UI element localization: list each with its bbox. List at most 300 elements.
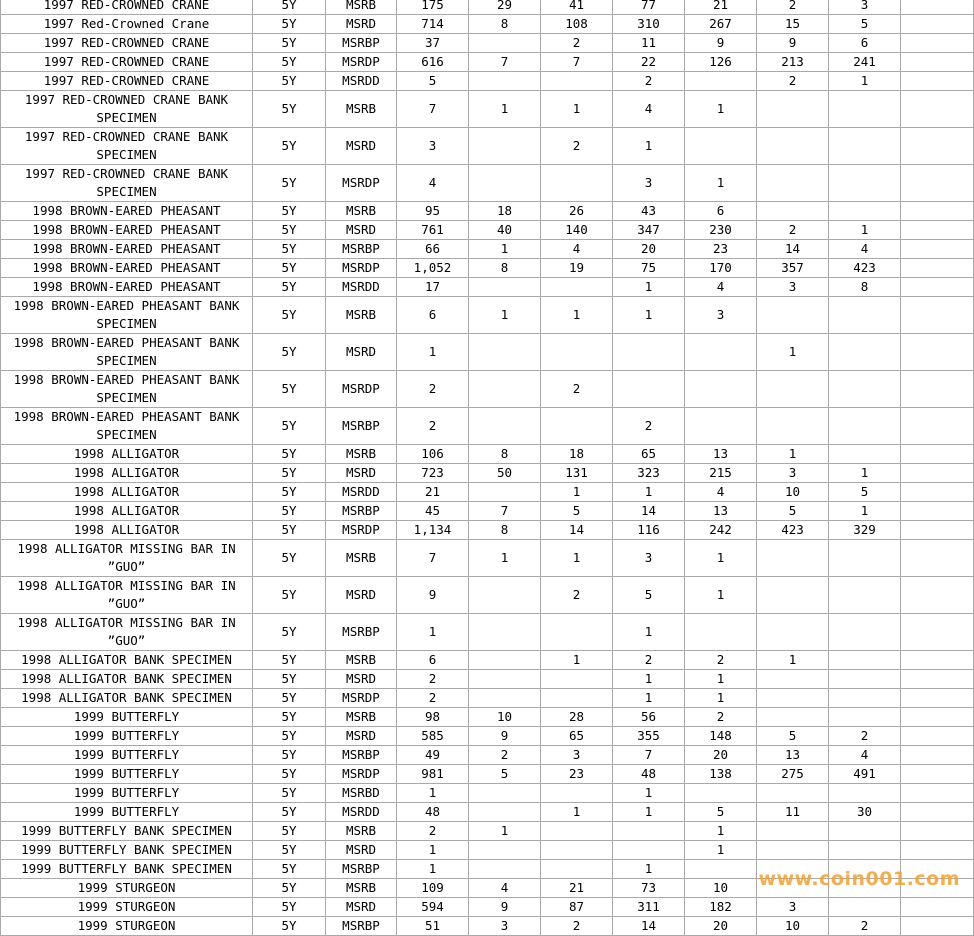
total-cell: 616 <box>397 53 469 72</box>
grade-col-2-cell <box>541 860 613 879</box>
grade-col-6-cell: 8 <box>829 278 901 297</box>
coin-name-cell: 1998 ALLIGATOR MISSING BAR IN ”GUO” <box>1 577 253 614</box>
grade-col-7-cell <box>901 297 974 334</box>
grade-type-cell: MSRD <box>326 464 397 483</box>
coin-name-cell: 1998 ALLIGATOR BANK SPECIMEN <box>1 651 253 670</box>
grade-col-6-cell: 5 <box>829 483 901 502</box>
grade-col-2-cell: 7 <box>541 53 613 72</box>
grade-col-4-cell: 215 <box>685 464 757 483</box>
grade-type-cell: MSRDD <box>326 72 397 91</box>
grade-col-4-cell: 230 <box>685 221 757 240</box>
grade-col-5-cell <box>757 708 829 727</box>
grade-col-6-cell: 30 <box>829 803 901 822</box>
grade-col-3-cell <box>613 822 685 841</box>
denomination-cell: 5Y <box>253 822 326 841</box>
grade-col-7-cell <box>901 128 974 165</box>
grade-col-7-cell <box>901 408 974 445</box>
grade-col-7-cell <box>901 689 974 708</box>
total-cell: 5 <box>397 72 469 91</box>
grade-col-2-cell: 41 <box>541 0 613 15</box>
grade-col-2-cell <box>541 822 613 841</box>
grade-col-1-cell: 1 <box>469 91 541 128</box>
denomination-cell: 5Y <box>253 240 326 259</box>
grade-col-5-cell: 357 <box>757 259 829 278</box>
grade-col-3-cell: 56 <box>613 708 685 727</box>
grade-col-2-cell <box>541 670 613 689</box>
grade-col-5-cell: 2 <box>757 221 829 240</box>
grade-col-6-cell: 4 <box>829 746 901 765</box>
coin-name-cell: 1997 RED-CROWNED CRANE <box>1 53 253 72</box>
grade-type-cell: MSRBP <box>326 240 397 259</box>
table-row <box>1 765 974 784</box>
grade-col-3-cell: 77 <box>613 0 685 15</box>
grade-col-1-cell <box>469 278 541 297</box>
grade-col-2-cell: 14 <box>541 521 613 540</box>
grade-col-1-cell: 3 <box>469 917 541 936</box>
grade-col-6-cell <box>829 445 901 464</box>
grade-col-6-cell <box>829 822 901 841</box>
grade-col-6-cell <box>829 165 901 202</box>
grade-type-cell: MSRD <box>326 334 397 371</box>
denomination-cell: 5Y <box>253 297 326 334</box>
grade-col-3-cell: 116 <box>613 521 685 540</box>
table-row <box>1 746 974 765</box>
grade-col-4-cell: 4 <box>685 278 757 297</box>
grade-col-3-cell: 2 <box>613 408 685 445</box>
grade-col-2-cell: 2 <box>541 577 613 614</box>
grade-col-1-cell <box>469 651 541 670</box>
denomination-cell: 5Y <box>253 614 326 651</box>
table-row <box>1 128 974 165</box>
denomination-cell: 5Y <box>253 841 326 860</box>
grade-col-4-cell: 3 <box>685 297 757 334</box>
grade-col-1-cell <box>469 784 541 803</box>
total-cell: 585 <box>397 727 469 746</box>
grade-col-4-cell: 1 <box>685 841 757 860</box>
grade-col-7-cell <box>901 334 974 371</box>
grade-col-1-cell <box>469 841 541 860</box>
grade-type-cell: MSRD <box>326 577 397 614</box>
grade-col-5-cell: 1 <box>757 651 829 670</box>
grade-col-4-cell <box>685 614 757 651</box>
denomination-cell: 5Y <box>253 278 326 297</box>
grade-col-4-cell: 1 <box>685 540 757 577</box>
grade-col-2-cell: 5 <box>541 502 613 521</box>
denomination-cell: 5Y <box>253 540 326 577</box>
grade-col-2-cell: 28 <box>541 708 613 727</box>
denomination-cell: 5Y <box>253 72 326 91</box>
grade-col-2-cell <box>541 408 613 445</box>
grade-col-3-cell: 310 <box>613 15 685 34</box>
grade-col-4-cell: 9 <box>685 34 757 53</box>
grade-col-5-cell: 5 <box>757 727 829 746</box>
grade-col-1-cell: 5 <box>469 765 541 784</box>
grade-col-5-cell <box>757 165 829 202</box>
coin-name-cell: 1998 ALLIGATOR MISSING BAR IN ”GUO” <box>1 540 253 577</box>
grade-col-4-cell: 20 <box>685 917 757 936</box>
grade-type-cell: MSRD <box>326 727 397 746</box>
grade-col-3-cell: 22 <box>613 53 685 72</box>
grade-col-7-cell <box>901 240 974 259</box>
total-cell: 761 <box>397 221 469 240</box>
coin-name-cell: 1998 BROWN-EARED PHEASANT BANK SPECIMEN <box>1 371 253 408</box>
grade-col-1-cell: 50 <box>469 464 541 483</box>
grade-col-3-cell: 323 <box>613 464 685 483</box>
grade-col-4-cell <box>685 371 757 408</box>
grade-col-3-cell: 1 <box>613 128 685 165</box>
grade-col-6-cell <box>829 408 901 445</box>
total-cell: 7 <box>397 540 469 577</box>
grade-col-5-cell <box>757 689 829 708</box>
grade-col-4-cell <box>685 408 757 445</box>
coin-name-cell: 1998 ALLIGATOR BANK SPECIMEN <box>1 670 253 689</box>
grade-type-cell: MSRDD <box>326 278 397 297</box>
denomination-cell: 5Y <box>253 651 326 670</box>
grade-col-1-cell: 2 <box>469 746 541 765</box>
grade-col-3-cell: 3 <box>613 165 685 202</box>
table-row <box>1 540 974 577</box>
grade-col-5-cell: 423 <box>757 521 829 540</box>
grade-type-cell: MSRBP <box>326 502 397 521</box>
table-row <box>1 445 974 464</box>
coin-name-cell: 1998 ALLIGATOR BANK SPECIMEN <box>1 689 253 708</box>
grade-col-4-cell: 13 <box>685 502 757 521</box>
coin-name-cell: 1999 BUTTERFLY BANK SPECIMEN <box>1 822 253 841</box>
grade-col-2-cell: 1 <box>541 91 613 128</box>
grade-col-6-cell <box>829 577 901 614</box>
grade-col-2-cell: 131 <box>541 464 613 483</box>
total-cell: 6 <box>397 651 469 670</box>
denomination-cell: 5Y <box>253 202 326 221</box>
grade-col-5-cell <box>757 91 829 128</box>
coin-name-cell: 1998 ALLIGATOR MISSING BAR IN ”GUO” <box>1 614 253 651</box>
grade-col-7-cell <box>901 822 974 841</box>
coin-name-cell: 1998 ALLIGATOR <box>1 483 253 502</box>
grade-type-cell: MSRD <box>326 15 397 34</box>
grade-col-3-cell: 1 <box>613 614 685 651</box>
grade-col-2-cell: 1 <box>541 297 613 334</box>
grade-col-6-cell: 2 <box>829 917 901 936</box>
grade-col-4-cell: 20 <box>685 746 757 765</box>
grade-col-7-cell <box>901 803 974 822</box>
grade-col-7-cell <box>901 784 974 803</box>
coin-name-cell: 1999 STURGEON <box>1 879 253 898</box>
grade-col-7-cell <box>901 53 974 72</box>
grade-col-7-cell <box>901 708 974 727</box>
grade-col-4-cell: 1 <box>685 577 757 614</box>
table-row <box>1 278 974 297</box>
grade-col-2-cell: 2 <box>541 128 613 165</box>
grade-type-cell: MSRB <box>326 708 397 727</box>
grade-col-7-cell <box>901 445 974 464</box>
total-cell: 49 <box>397 746 469 765</box>
grade-col-6-cell: 2 <box>829 727 901 746</box>
denomination-cell: 5Y <box>253 128 326 165</box>
grade-col-4-cell: 21 <box>685 0 757 15</box>
total-cell: 714 <box>397 15 469 34</box>
grade-col-7-cell <box>901 502 974 521</box>
denomination-cell: 5Y <box>253 727 326 746</box>
total-cell: 2 <box>397 822 469 841</box>
table-row <box>1 0 974 15</box>
coin-name-cell: 1999 BUTTERFLY <box>1 727 253 746</box>
grade-col-1-cell <box>469 860 541 879</box>
table-row <box>1 72 974 91</box>
grade-type-cell: MSRBP <box>326 917 397 936</box>
grade-type-cell: MSRB <box>326 297 397 334</box>
grade-type-cell: MSRB <box>326 879 397 898</box>
table-row <box>1 240 974 259</box>
grade-type-cell: MSRDD <box>326 803 397 822</box>
grade-type-cell: MSRB <box>326 651 397 670</box>
grade-col-2-cell: 2 <box>541 371 613 408</box>
total-cell: 7 <box>397 91 469 128</box>
grade-col-2-cell <box>541 841 613 860</box>
denomination-cell: 5Y <box>253 34 326 53</box>
total-cell: 175 <box>397 0 469 15</box>
table-row <box>1 670 974 689</box>
grade-col-7-cell <box>901 15 974 34</box>
grade-col-1-cell <box>469 670 541 689</box>
total-cell: 6 <box>397 297 469 334</box>
grade-col-6-cell: 4 <box>829 240 901 259</box>
coin-name-cell: 1999 BUTTERFLY BANK SPECIMEN <box>1 841 253 860</box>
grade-col-1-cell <box>469 803 541 822</box>
coin-name-cell: 1999 STURGEON <box>1 917 253 936</box>
grade-type-cell: MSRD <box>326 841 397 860</box>
denomination-cell: 5Y <box>253 464 326 483</box>
table-row <box>1 502 974 521</box>
table-row <box>1 259 974 278</box>
denomination-cell: 5Y <box>253 521 326 540</box>
total-cell: 21 <box>397 483 469 502</box>
coin-name-cell: 1997 RED-CROWNED CRANE <box>1 34 253 53</box>
grade-col-4-cell <box>685 334 757 371</box>
grade-col-7-cell <box>901 651 974 670</box>
total-cell: 1 <box>397 334 469 371</box>
grade-col-7-cell <box>901 898 974 917</box>
grade-col-2-cell <box>541 614 613 651</box>
grade-col-7-cell <box>901 91 974 128</box>
grade-col-6-cell: 329 <box>829 521 901 540</box>
grade-col-1-cell <box>469 34 541 53</box>
grade-type-cell: MSRD <box>326 221 397 240</box>
grade-col-1-cell: 8 <box>469 445 541 464</box>
grade-col-7-cell <box>901 540 974 577</box>
grade-col-3-cell: 14 <box>613 917 685 936</box>
coin-name-cell: 1999 BUTTERFLY <box>1 765 253 784</box>
grade-col-3-cell: 355 <box>613 727 685 746</box>
grade-col-3-cell: 1 <box>613 689 685 708</box>
grade-col-4-cell: 170 <box>685 259 757 278</box>
table-body <box>1 0 974 936</box>
grade-col-7-cell <box>901 841 974 860</box>
total-cell: 98 <box>397 708 469 727</box>
grade-col-1-cell <box>469 408 541 445</box>
denomination-cell: 5Y <box>253 577 326 614</box>
grade-col-3-cell: 11 <box>613 34 685 53</box>
table-row <box>1 483 974 502</box>
grade-col-1-cell: 1 <box>469 540 541 577</box>
grade-col-1-cell: 7 <box>469 53 541 72</box>
grade-col-4-cell <box>685 784 757 803</box>
grade-col-1-cell <box>469 371 541 408</box>
grade-col-2-cell: 21 <box>541 879 613 898</box>
grade-col-4-cell: 13 <box>685 445 757 464</box>
coin-name-cell: 1999 BUTTERFLY <box>1 708 253 727</box>
grade-col-1-cell: 1 <box>469 240 541 259</box>
grade-col-6-cell <box>829 334 901 371</box>
table-row <box>1 727 974 746</box>
grade-type-cell: MSRDP <box>326 259 397 278</box>
total-cell: 9 <box>397 577 469 614</box>
coin-name-cell: 1999 BUTTERFLY BANK SPECIMEN <box>1 860 253 879</box>
grade-col-2-cell: 87 <box>541 898 613 917</box>
grade-type-cell: MSRBP <box>326 746 397 765</box>
denomination-cell: 5Y <box>253 15 326 34</box>
total-cell: 37 <box>397 34 469 53</box>
grade-type-cell: MSRDP <box>326 689 397 708</box>
grade-col-3-cell: 3 <box>613 540 685 577</box>
grade-col-5-cell <box>757 614 829 651</box>
denomination-cell: 5Y <box>253 746 326 765</box>
denomination-cell: 5Y <box>253 334 326 371</box>
grade-col-6-cell <box>829 784 901 803</box>
coin-name-cell: 1997 Red-Crowned Crane <box>1 15 253 34</box>
total-cell: 2 <box>397 371 469 408</box>
grade-col-5-cell <box>757 784 829 803</box>
total-cell: 1 <box>397 841 469 860</box>
coin-name-cell: 1998 BROWN-EARED PHEASANT <box>1 259 253 278</box>
grade-col-5-cell: 275 <box>757 765 829 784</box>
grade-col-5-cell: 2 <box>757 72 829 91</box>
grade-type-cell: MSRB <box>326 822 397 841</box>
grade-type-cell: MSRBP <box>326 860 397 879</box>
table-row <box>1 689 974 708</box>
denomination-cell: 5Y <box>253 221 326 240</box>
grade-col-4-cell: 1 <box>685 822 757 841</box>
grade-col-7-cell <box>901 483 974 502</box>
table-row <box>1 614 974 651</box>
coin-name-cell: 1998 ALLIGATOR <box>1 502 253 521</box>
grade-col-4-cell: 182 <box>685 898 757 917</box>
denomination-cell: 5Y <box>253 689 326 708</box>
table-row <box>1 651 974 670</box>
grade-col-2-cell: 19 <box>541 259 613 278</box>
total-cell: 1 <box>397 614 469 651</box>
grade-col-6-cell <box>829 202 901 221</box>
grade-col-3-cell <box>613 841 685 860</box>
grade-col-1-cell <box>469 334 541 371</box>
grade-col-4-cell <box>685 72 757 91</box>
grade-col-3-cell: 65 <box>613 445 685 464</box>
grade-col-7-cell <box>901 259 974 278</box>
grade-col-6-cell <box>829 614 901 651</box>
table-row <box>1 917 974 936</box>
grade-col-1-cell: 18 <box>469 202 541 221</box>
total-cell: 723 <box>397 464 469 483</box>
grade-col-2-cell <box>541 278 613 297</box>
table-row <box>1 53 974 72</box>
denomination-cell: 5Y <box>253 917 326 936</box>
coin-name-cell: 1999 BUTTERFLY <box>1 784 253 803</box>
grade-col-7-cell <box>901 464 974 483</box>
grade-col-3-cell: 2 <box>613 72 685 91</box>
grade-col-3-cell: 1 <box>613 483 685 502</box>
grade-type-cell: MSRD <box>326 898 397 917</box>
grade-col-4-cell <box>685 860 757 879</box>
grade-col-2-cell <box>541 689 613 708</box>
grade-type-cell: MSRBP <box>326 34 397 53</box>
grade-col-3-cell: 1 <box>613 278 685 297</box>
grade-col-5-cell <box>757 841 829 860</box>
total-cell: 2 <box>397 670 469 689</box>
grade-col-7-cell <box>901 371 974 408</box>
grade-col-3-cell: 1 <box>613 860 685 879</box>
grade-col-6-cell <box>829 371 901 408</box>
grade-col-2-cell: 2 <box>541 34 613 53</box>
grade-col-6-cell: 1 <box>829 72 901 91</box>
grade-col-1-cell: 8 <box>469 259 541 278</box>
grade-col-6-cell <box>829 651 901 670</box>
denomination-cell: 5Y <box>253 259 326 278</box>
total-cell: 48 <box>397 803 469 822</box>
denomination-cell: 5Y <box>253 803 326 822</box>
grade-col-2-cell <box>541 784 613 803</box>
coin-name-cell: 1997 RED-CROWNED CRANE BANK SPECIMEN <box>1 128 253 165</box>
table-row <box>1 784 974 803</box>
grade-col-5-cell <box>757 822 829 841</box>
grade-col-6-cell: 1 <box>829 464 901 483</box>
grade-col-7-cell <box>901 0 974 15</box>
grade-col-1-cell: 10 <box>469 708 541 727</box>
coin-name-cell: 1998 BROWN-EARED PHEASANT <box>1 240 253 259</box>
coin-name-cell: 1997 RED-CROWNED CRANE <box>1 72 253 91</box>
grade-col-4-cell: 138 <box>685 765 757 784</box>
grade-type-cell: MSRD <box>326 670 397 689</box>
grade-col-1-cell: 8 <box>469 521 541 540</box>
total-cell: 2 <box>397 689 469 708</box>
grade-col-3-cell: 1 <box>613 803 685 822</box>
grade-col-5-cell: 14 <box>757 240 829 259</box>
grade-col-5-cell <box>757 297 829 334</box>
grade-col-3-cell: 48 <box>613 765 685 784</box>
grade-col-3-cell <box>613 334 685 371</box>
grade-col-5-cell <box>757 670 829 689</box>
denomination-cell: 5Y <box>253 670 326 689</box>
grade-col-2-cell <box>541 72 613 91</box>
coin-name-cell: 1998 BROWN-EARED PHEASANT <box>1 221 253 240</box>
grade-col-4-cell: 148 <box>685 727 757 746</box>
grade-col-4-cell: 126 <box>685 53 757 72</box>
denomination-cell: 5Y <box>253 765 326 784</box>
grade-col-5-cell: 2 <box>757 0 829 15</box>
grade-col-3-cell: 20 <box>613 240 685 259</box>
grade-col-2-cell: 65 <box>541 727 613 746</box>
grade-col-4-cell: 1 <box>685 91 757 128</box>
coin-name-cell: 1999 STURGEON <box>1 898 253 917</box>
table-row <box>1 708 974 727</box>
grade-col-6-cell <box>829 841 901 860</box>
table-row <box>1 822 974 841</box>
grade-col-6-cell <box>829 128 901 165</box>
grade-col-4-cell: 2 <box>685 708 757 727</box>
total-cell: 106 <box>397 445 469 464</box>
total-cell: 4 <box>397 165 469 202</box>
grade-col-7-cell <box>901 746 974 765</box>
grade-col-5-cell <box>757 202 829 221</box>
table-row <box>1 371 974 408</box>
